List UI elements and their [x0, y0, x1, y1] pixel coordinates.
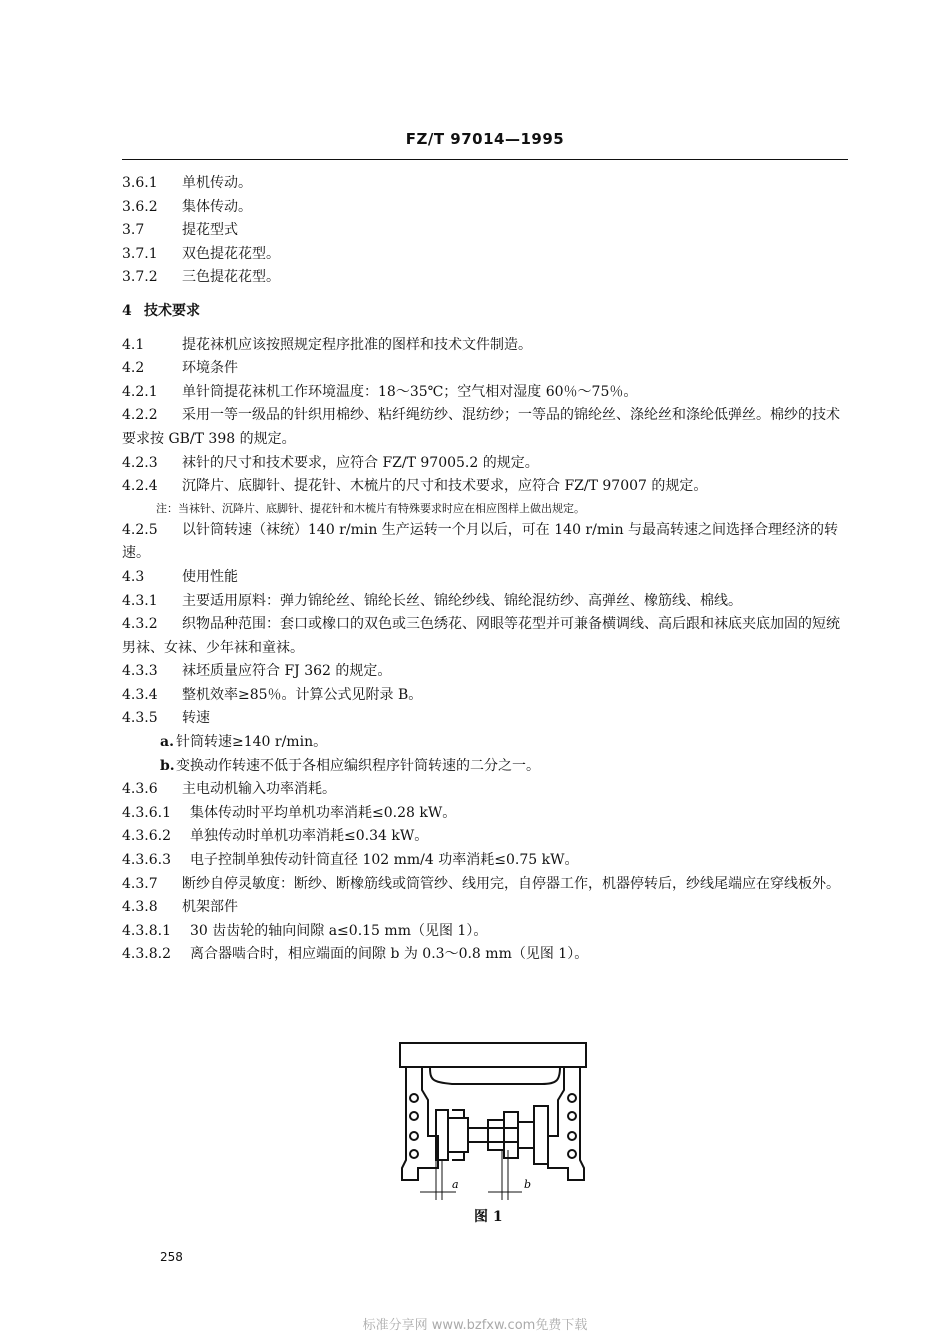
clause-text: 采用一等一级品的针织用棉纱、粘纤绳纺纱、混纺纱；一等品的锦纶丝、涤纶丝和涤纶低弹丝。棉纱的技术要求按 GB/T 398 的规定。: [122, 407, 840, 447]
clause-number: 4.1: [122, 336, 145, 353]
clause-4-3: [122, 566, 852, 590]
clause-text: 整机效率≥85％。计算公式见附录 B。: [182, 686, 423, 703]
clause-text: 单独传动时单机功率消耗≤0.34 kW。: [190, 828, 429, 845]
list-item-a: [122, 731, 852, 755]
clause-4-2-1: [122, 381, 852, 405]
clause-3-7-2: [122, 266, 852, 290]
page-number: 258: [160, 1250, 183, 1264]
clause-number: 3.6.2: [122, 198, 158, 215]
section-4-heading: [122, 300, 852, 324]
item-text: 变换动作转速不低于各相应编织程序针筒转速的二分之一。: [176, 757, 540, 774]
gear-frame-drawing: [392, 1040, 592, 1230]
clause-text: 沉降片、底脚针、提花针、木梳片的尺寸和技术要求，应符合 FZ/T 97007 的规定。: [182, 478, 708, 495]
clause-number: 4.2.5: [122, 521, 158, 538]
clause-number: 4.3.3: [122, 663, 158, 680]
clause-4-3-8-1: [122, 920, 852, 944]
clause-4-1: [122, 334, 852, 358]
clause-text: 提花袜机应该按照规定程序批准的图样和技术文件制造。: [182, 336, 532, 353]
clause-text: 单机传动。: [182, 175, 252, 191]
clause-number: 4.2: [122, 360, 145, 377]
left-bracket: [402, 1067, 438, 1180]
clause-number: 4.2.1: [122, 383, 158, 400]
label-a: a: [452, 1178, 459, 1191]
clause-4-3-6-1: [122, 802, 852, 826]
label-b: b: [524, 1178, 532, 1191]
clause-number: 4.3.6: [122, 781, 158, 798]
right-bracket: [548, 1067, 584, 1180]
document-header: FZ/T 97014—1995: [405, 130, 565, 148]
clause-4-3-7: [122, 873, 852, 897]
clause-number: 4.2.2: [122, 407, 158, 424]
clause-4-3-6-2: [122, 825, 852, 849]
section-title: 技术要求: [144, 302, 200, 319]
clause-text: 集体传动。: [182, 198, 252, 215]
clause-number: 4.3.2: [122, 616, 158, 633]
clause-number: 4.3.7: [122, 875, 158, 892]
clause-4-3-8: [122, 896, 852, 920]
clause-3-6-2: [122, 196, 852, 220]
clause-number: 4.3.8: [122, 899, 158, 916]
figure-caption: 图 1: [474, 1209, 503, 1225]
clause-text: 转速: [182, 710, 210, 727]
clause-number: 4.3.1: [122, 592, 158, 609]
clause-text: 电子控制单独传动针筒直径 102 mm/4 功率消耗≤0.75 kW。: [190, 852, 579, 869]
clause-4-3-6: [122, 778, 852, 802]
clause-4-3-3: [122, 660, 852, 684]
clause-number: 3.7: [122, 222, 145, 239]
clause-text: 集体传动时平均单机功率消耗≤0.28 kW。: [190, 804, 457, 821]
clause-4-2-3: [122, 452, 852, 476]
clutch: [488, 1120, 504, 1150]
clause-number: 4.3.8.1: [122, 922, 171, 939]
clause-text: 使用性能: [182, 568, 238, 585]
clause-number: 4.3.5: [122, 710, 158, 727]
clause-4-3-8-2: [122, 943, 852, 967]
clause-number: 4.3.6.3: [122, 852, 171, 869]
clause-number: 3.7.2: [122, 269, 158, 286]
clause-text: 双色提花花型。: [182, 245, 280, 262]
clause-text: 断纱自停灵敏度：断纱、断橡筋线或筒管纱、线用完，自停器工作，机器停转后，纱线尾端应在穿线板外。: [182, 875, 840, 892]
clause-4-3-5: [122, 707, 852, 731]
clause-4-2: [122, 357, 852, 381]
frame-top-bar: [400, 1043, 586, 1067]
clause-number: 4.2.4: [122, 478, 158, 495]
clause-number: 4.3: [122, 568, 145, 585]
frame-arch: [430, 1067, 560, 1084]
item-text: 针筒转速≥140 r/min。: [176, 734, 328, 751]
clause-4-2-5: [122, 519, 852, 566]
clause-text: 袜坯质量应符合 FJ 362 的规定。: [182, 663, 392, 680]
clause-text: 离合器啮合时，相应端面的间隙 b 为 0.3～0.8 mm（见图 1）。: [190, 946, 589, 963]
clause-text: 以针筒转速（袜统）140 r/min 生产运转一个月以后，可在 140 r/min 与最高转速之间选择合理经济的转速。: [122, 521, 839, 562]
figure-1-drawing: [392, 1040, 592, 1230]
list-item-b: [122, 755, 852, 779]
header-rule: [122, 159, 848, 160]
clause-3-7: [122, 219, 852, 243]
note: 注：当袜针、沉降片、底脚针、提花针和木梳片有特殊要求时应在相应图样上做出规定。: [156, 501, 585, 515]
clause-text: 主电动机输入功率消耗。: [182, 781, 336, 798]
clause-4-3-1: [122, 590, 852, 614]
clause-4-3-4: [122, 684, 852, 708]
document-body: [122, 172, 852, 967]
clause-text: 环境条件: [182, 360, 238, 377]
shaft: [468, 1128, 518, 1142]
clause-text: 30 齿齿轮的轴向间隙 a≤0.15 mm（见图 1）。: [190, 922, 488, 939]
clause-text: 袜针的尺寸和技术要求，应符合 FZ/T 97005.2 的规定。: [182, 454, 539, 471]
clause-number: 4.3.6.1: [122, 804, 171, 821]
clause-3-6-1: [122, 172, 852, 196]
clause-number: 4.3.8.2: [122, 946, 171, 963]
clause-number: 4.3.4: [122, 686, 158, 703]
clause-number: 4.2.3: [122, 454, 158, 471]
clause-text: 单针筒提花袜机工作环境温度：18～35℃；空气相对湿度 60％～75％。: [182, 383, 638, 400]
clause-number: 3.7.1: [122, 245, 158, 262]
clause-4-3-6-3: [122, 849, 852, 873]
clause-number: 4.3.6.2: [122, 828, 171, 845]
clause-4-3-2: [122, 613, 852, 660]
clause-3-7-1: [122, 243, 852, 267]
clause-text: 主要适用原料：弹力锦纶丝、锦纶长丝、锦纶纱线、锦纶混纺纱、高弹丝、橡筋线、棉线。: [182, 592, 742, 609]
clause-text: 提花型式: [182, 222, 238, 239]
clause-text: 三色提花花型。: [182, 269, 280, 286]
clause-number: 3.6.1: [122, 175, 158, 191]
clause-4-2-2: [122, 404, 852, 451]
watermark: 标准分享网 www.bzfxw.com免费下载: [362, 1318, 588, 1333]
section-number: 4: [122, 302, 132, 319]
clause-text: 织物品种范围：套口或橡口的双色或三色绣花、网眼等花型并可兼备横调线、高后跟和袜底夹底加固的短统男袜、女袜、少年袜和童袜。: [122, 616, 840, 656]
item-label: a.: [160, 734, 174, 751]
clause-text: 机架部件: [182, 899, 238, 916]
item-label: b.: [160, 757, 175, 774]
clause-4-2-4: [122, 475, 852, 499]
